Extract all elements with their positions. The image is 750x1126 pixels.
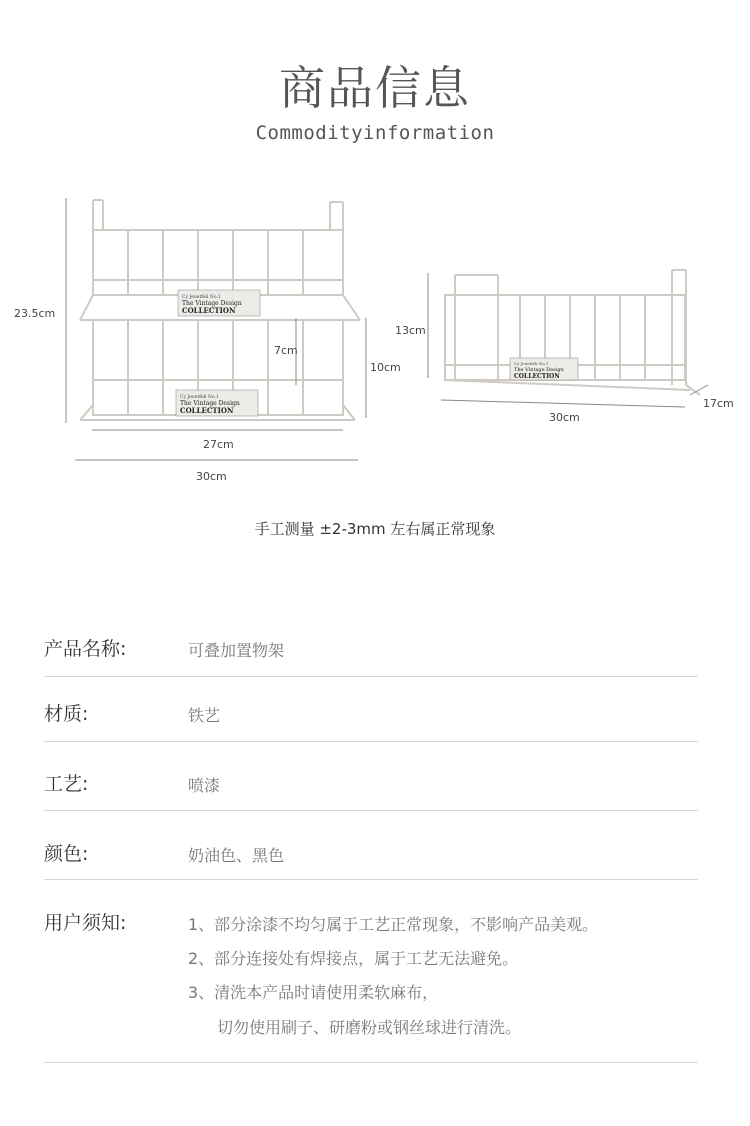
spec-value: 可叠加置物架	[188, 641, 285, 660]
notice-item: 1、部分涂漆不均匀属于工艺正常现象，不影响产品美观。	[188, 915, 599, 934]
spec-value: 喷漆	[188, 776, 221, 795]
notice-section	[44, 880, 698, 1063]
tag-line2-lower: The Vintage Design	[180, 400, 240, 407]
measurement-note: 手工测量 ±2-3mm 左右属正常现象	[254, 520, 496, 538]
notice-item: 2、部分连接处有焊接点，属于工艺无法避免。	[188, 949, 519, 968]
spec-label: 颜色:	[44, 843, 89, 865]
tag-line3-right: COLLECTION	[514, 373, 560, 380]
dim-height-total: 23.5cm	[14, 307, 56, 320]
spec-value: 铁艺	[188, 706, 221, 725]
dim-inner-height: 7cm	[274, 344, 298, 357]
dim-inner-width: 27cm	[203, 438, 234, 451]
tag-line1-right: Cy Jeuetfeli No.1	[514, 361, 549, 366]
dim-lower-height: 10cm	[370, 361, 401, 374]
spec-label: 材质:	[44, 703, 89, 725]
stacked-rack-illustration	[80, 200, 700, 420]
page-subtitle: Commodityinformation	[255, 122, 495, 144]
spec-value: 奶油色、黑色	[188, 846, 285, 865]
spec-label: 工艺:	[44, 773, 89, 795]
notice-item: 3、清洗本产品时请使用柔软麻布，	[188, 983, 439, 1002]
dim-right-width: 30cm	[549, 411, 580, 424]
tag-line3: COLLECTION	[182, 306, 236, 315]
tag-line3-lower: COLLECTION	[180, 406, 234, 415]
spec-row-color	[44, 811, 698, 880]
brand-tag-right	[510, 358, 578, 380]
brand-tag-lower	[176, 390, 258, 416]
tag-line1-lower: Cy Jeuetfeli No.1	[180, 395, 219, 400]
brand-tag-upper	[178, 290, 260, 316]
spec-row-material	[44, 677, 698, 742]
tag-line2-right: The Vintage Design	[514, 367, 564, 373]
product-dimension-figure	[0, 180, 750, 500]
dim-outer-width: 30cm	[196, 470, 227, 483]
tag-line2: The Vintage Design	[182, 300, 242, 307]
tag-line1: Cy Jeuetfeli No.1	[182, 295, 221, 300]
notice-label: 用户须知:	[44, 912, 127, 934]
spec-row-name	[44, 628, 698, 677]
notice-item: 切勿使用刷子、研磨粉或钢丝球进行清洗。	[217, 1018, 522, 1037]
page-title: 商品信息	[279, 61, 471, 115]
spec-row-craft	[44, 742, 698, 811]
dim-right-depth: 17cm	[703, 397, 734, 410]
dim-right-height: 13cm	[395, 324, 426, 337]
spec-label: 产品名称:	[44, 638, 127, 660]
